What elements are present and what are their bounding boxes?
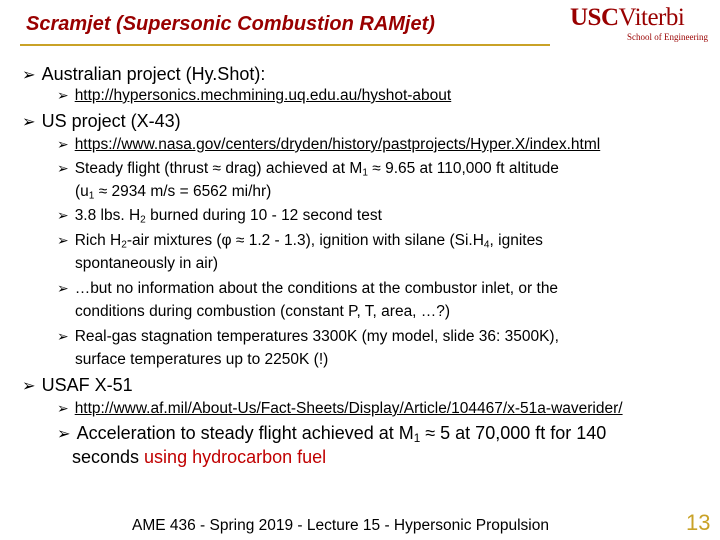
bullet-us-project: ➢ US project (X-43): [22, 111, 181, 131]
bullet-arrow-icon: ➢: [57, 329, 69, 345]
sub-bullet-nasa-link: [57, 134, 600, 156]
bullet-arrow-icon: ➢: [57, 424, 71, 443]
hydrocarbon-highlight: using hydrocarbon fuel: [144, 447, 327, 467]
sub-bullet-h2-burned: ➢ 3.8 lbs. $H_2$ burned during 10 - 12 second test: [57, 207, 382, 226]
bullet-arrow-icon: ➢: [57, 401, 69, 417]
bullet-arrow-icon: ➢: [57, 137, 69, 153]
bullet-arrow-icon: ➢: [57, 88, 69, 104]
sub-bullet-no-information-cont: conditions during combustion (constant P, T, area, …?): [75, 303, 451, 320]
logo-viterbi: Viterbi: [618, 4, 685, 31]
logo-school: School of Engineering: [627, 32, 708, 42]
hyshot-link[interactable]: http://hypersonics.mechmining.uq.edu.au/hyshot-about: [74, 87, 452, 104]
bullet-australian-project: ➢ Australian project (Hy.Shot):: [22, 64, 266, 84]
slide-footer: AME 436 - Spring 2019 - Lecture 15 - Hypersonic Propulsion: [132, 517, 549, 534]
bullet-arrow-icon: ➢: [22, 112, 36, 131]
sub-bullet-no-information: ➢ …but no information about the conditions at the combustor inlet, or the: [57, 278, 558, 300]
sub-bullet-acceleration: ➢ Acceleration to steady flight achieved at $M_1 \approx 5$ at 70,000 ft for 140: [57, 423, 607, 445]
logo-usc: USC: [570, 4, 619, 31]
bullet-usaf-x51: ➢ USAF X-51: [22, 375, 133, 395]
bullet-arrow-icon: ➢: [22, 376, 36, 395]
slide-title: Scramjet (Supersonic Combustion RAMjet): [26, 13, 435, 35]
nasa-link[interactable]: https://www.nasa.gov/centers/dryden/history/pastprojects/Hyper.X/index.html: [74, 136, 601, 153]
sub-bullet-rich-mixtures: ➢ Rich $H_2$-air mixtures (φ ≈ 1.2 - 1.3), ignition with silane ($Si.H_4$, ignites: [57, 232, 543, 251]
sub-bullet-real-gas: ➢ Real-gas stagnation temperatures 3300K (my model, slide 36: 3500K),: [57, 326, 559, 348]
bullet-arrow-icon: ➢: [57, 281, 69, 297]
sub-bullet-af-link: [57, 398, 623, 420]
sub-bullet-real-gas-cont: surface temperatures up to 2250K (!): [75, 351, 329, 368]
bullet-arrow-icon: ➢: [57, 208, 69, 224]
sub-bullet-hyshot-link: [57, 85, 451, 107]
page-number: 13: [686, 510, 711, 535]
bullet-arrow-icon: ➢: [57, 233, 69, 249]
sub-bullet-steady-flight-cont: ($u_1 \approx 2934$ m/s = 6562 mi/hr): [75, 183, 272, 202]
bullet-arrow-icon: ➢: [22, 65, 36, 84]
af-link[interactable]: http://www.af.mil/About-Us/Fact-Sheets/Display/Article/104467/x-51a-waverider/: [74, 400, 623, 417]
sub-bullet-acceleration-cont: seconds using hydrocarbon fuel: [72, 447, 327, 467]
bullet-arrow-icon: ➢: [57, 161, 69, 177]
sub-bullet-rich-mixtures-cont: spontaneously in air): [75, 255, 219, 272]
sub-bullet-steady-flight: ➢ Steady flight (thrust ≈ drag) achieved at $M_1 \approx 9.65$ at 110,000 ft altitude: [57, 160, 559, 179]
